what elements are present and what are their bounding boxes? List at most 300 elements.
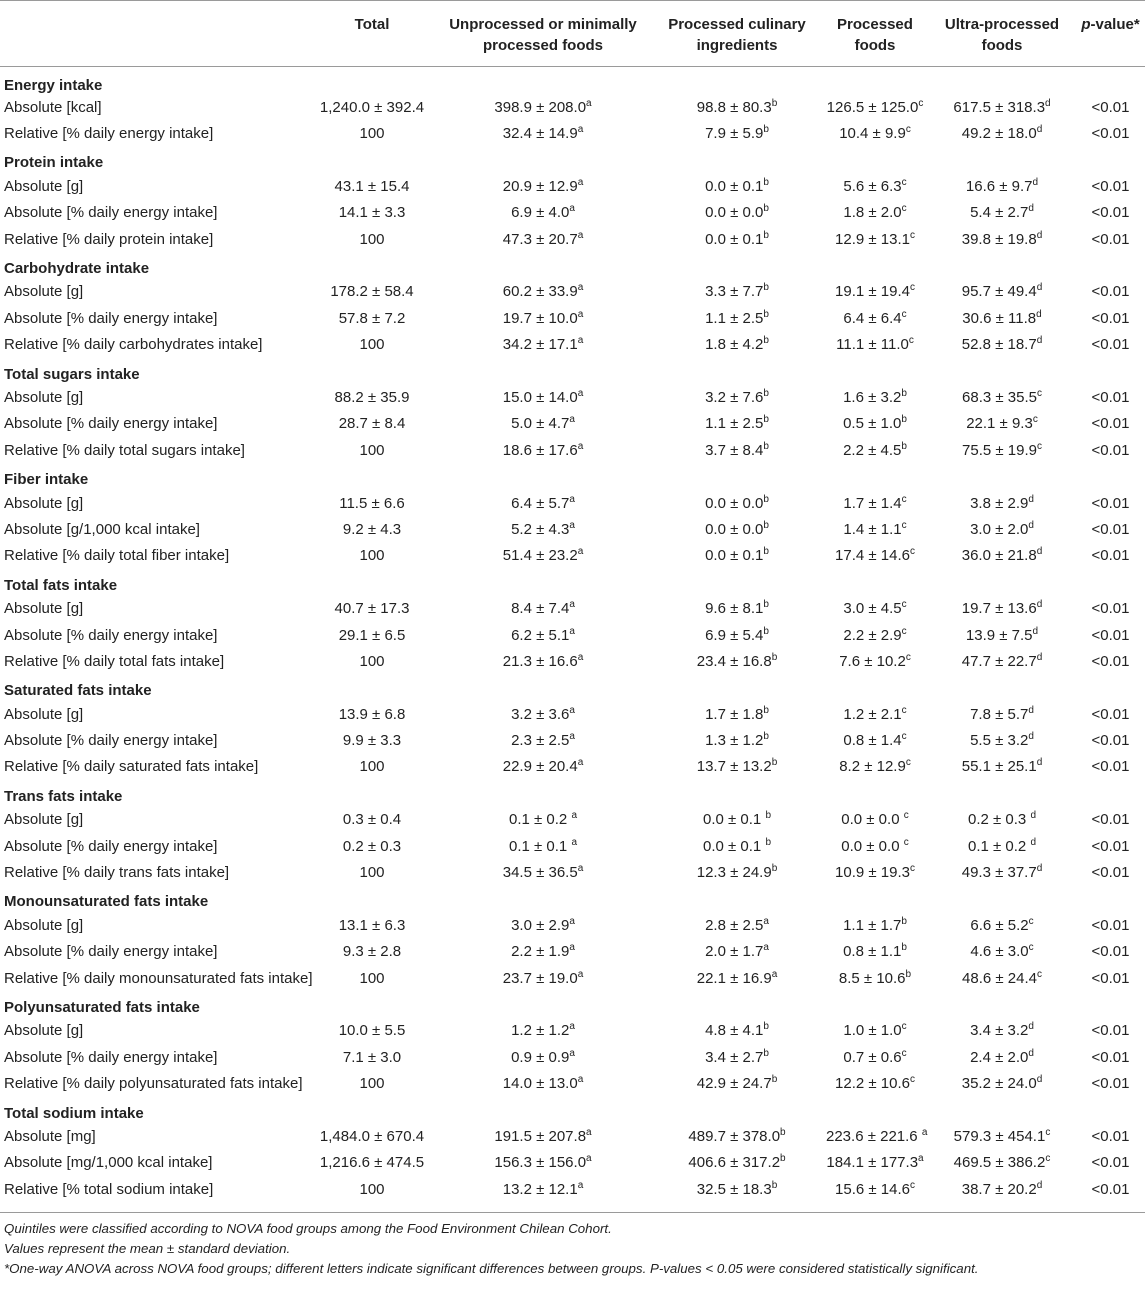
significance-letter: b bbox=[763, 124, 769, 136]
cell-value: 0.2 ± 0.3 bbox=[967, 811, 1031, 829]
significance-letter: c bbox=[909, 863, 915, 875]
cell-value: 1.1 ± 1.7 bbox=[843, 916, 902, 934]
significance-letter: c bbox=[909, 229, 915, 241]
table-row bbox=[0, 701, 1145, 727]
header-pvalue-rest: -value* bbox=[1090, 16, 1140, 33]
value-cell bbox=[652, 648, 822, 674]
cell-value: 3.0 ± 4.5 bbox=[843, 600, 902, 618]
cell-value: 22.1 ± 9.3 bbox=[966, 415, 1033, 433]
value-cell bbox=[434, 622, 652, 648]
value-cell bbox=[928, 807, 1076, 833]
value-cell bbox=[652, 807, 822, 833]
value-cell bbox=[434, 94, 652, 120]
value-cell bbox=[310, 595, 434, 621]
cell-value: 13.2 ± 12.1 bbox=[502, 1180, 578, 1198]
significance-letter: a bbox=[586, 97, 592, 109]
section-header-row bbox=[0, 780, 1145, 806]
section-title: Energy intake bbox=[4, 77, 103, 94]
value-cell bbox=[310, 384, 434, 410]
cell-value: 19.1 ± 19.4 bbox=[835, 283, 910, 301]
section-header-row bbox=[0, 252, 1145, 278]
row-label: Absolute [% daily energy intake] bbox=[4, 415, 218, 433]
cell-value: 398.9 ± 208.0 bbox=[494, 98, 587, 116]
value-cell bbox=[310, 859, 434, 885]
section-header-row bbox=[0, 991, 1145, 1017]
value-cell bbox=[822, 1044, 928, 1070]
significance-letter: d bbox=[1036, 1179, 1043, 1191]
value-cell bbox=[822, 200, 928, 226]
cell-value: 9.9 ± 3.3 bbox=[342, 732, 402, 750]
table-row bbox=[0, 437, 1145, 463]
significance-letter: c bbox=[901, 731, 907, 743]
cell-value: 21.3 ± 16.6 bbox=[502, 652, 578, 670]
cell-value: 5.2 ± 4.3 bbox=[511, 520, 570, 538]
cell-value: 469.5 ± 386.2 bbox=[953, 1154, 1046, 1172]
value-cell bbox=[434, 754, 652, 780]
footnote: Quintiles were classified according to NOVA food groups among the Food Environment Chilean Cohort. bbox=[4, 1221, 612, 1237]
cell-value: 3.2 ± 7.6 bbox=[705, 388, 764, 406]
value-cell bbox=[434, 1176, 652, 1202]
significance-letter: d bbox=[1028, 519, 1034, 531]
significance-letter: d bbox=[1036, 1074, 1043, 1086]
value-cell bbox=[928, 754, 1076, 780]
pvalue-cell: <0.01 bbox=[1091, 230, 1130, 248]
value-cell bbox=[652, 1070, 822, 1096]
value-cell bbox=[310, 1150, 434, 1176]
value-cell bbox=[310, 437, 434, 463]
significance-letter: d bbox=[1036, 124, 1043, 136]
significance-letter: a bbox=[577, 440, 584, 452]
pvalue-cell: <0.01 bbox=[1091, 652, 1130, 670]
value-cell bbox=[310, 1018, 434, 1044]
significance-letter: d bbox=[1028, 1021, 1034, 1033]
section-title: Carbohydrate intake bbox=[4, 260, 150, 278]
significance-letter: b bbox=[763, 282, 769, 294]
table-row bbox=[0, 384, 1145, 410]
cell-value: 100 bbox=[359, 336, 385, 354]
section-title: Saturated fats intake bbox=[4, 682, 152, 700]
value-cell bbox=[310, 1176, 434, 1202]
cell-value: 7.8 ± 5.7 bbox=[970, 705, 1029, 723]
value-cell bbox=[822, 912, 928, 938]
row-label: Relative [% daily saturated fats intake] bbox=[4, 758, 259, 776]
footnote: *One-way ANOVA across NOVA food groups; different letters indicate significant differences between groups. P-values < 0.05 were considered statistically significant. bbox=[4, 1261, 979, 1277]
row-label: Relative [% daily total fiber intake] bbox=[4, 547, 230, 565]
section-title: Monounsaturated fats intake bbox=[4, 893, 209, 911]
significance-letter: b bbox=[901, 915, 907, 927]
cell-value: 39.8 ± 19.8 bbox=[961, 230, 1037, 248]
pvalue-cell: <0.01 bbox=[1091, 1048, 1130, 1066]
value-cell bbox=[928, 648, 1076, 674]
significance-letter: a bbox=[569, 519, 575, 531]
value-cell bbox=[652, 912, 822, 938]
value-cell bbox=[652, 701, 822, 727]
cell-value: 2.2 ± 4.5 bbox=[843, 441, 902, 459]
cell-value: 3.4 ± 2.7 bbox=[705, 1048, 764, 1066]
value-cell bbox=[822, 226, 928, 252]
cell-value: 100 bbox=[359, 441, 385, 459]
cell-value: 10.4 ± 9.9 bbox=[839, 125, 906, 143]
value-cell bbox=[928, 332, 1076, 358]
cell-value: 0.0 ± 0.1 bbox=[702, 811, 766, 829]
value-cell bbox=[928, 173, 1076, 199]
significance-letter: b bbox=[763, 1047, 769, 1059]
value-cell bbox=[822, 94, 928, 120]
significance-letter: c bbox=[901, 308, 907, 320]
value-cell bbox=[310, 411, 434, 437]
cell-value: 75.5 ± 19.9 bbox=[962, 441, 1037, 459]
value-cell bbox=[928, 516, 1076, 542]
value-cell bbox=[928, 595, 1076, 621]
significance-letter: a bbox=[771, 968, 778, 980]
value-cell bbox=[822, 701, 928, 727]
value-cell bbox=[652, 965, 822, 991]
table-row bbox=[0, 516, 1145, 542]
cell-value: 8.2 ± 12.9 bbox=[839, 758, 906, 776]
row-label: Relative [% daily trans fats intake] bbox=[4, 864, 230, 882]
significance-letter: b bbox=[780, 1126, 786, 1138]
cell-value: 617.5 ± 318.3 bbox=[953, 98, 1046, 116]
cell-value: 489.7 ± 378.0 bbox=[688, 1127, 781, 1145]
significance-letter: b bbox=[771, 1074, 778, 1086]
cell-value: 0.8 ± 1.1 bbox=[843, 943, 902, 961]
significance-letter: d bbox=[1036, 546, 1043, 558]
cell-value: 223.6 ± 221.6 bbox=[826, 1127, 922, 1145]
cell-value: 1.1 ± 2.5 bbox=[705, 415, 764, 433]
value-cell bbox=[652, 1018, 822, 1044]
value-cell bbox=[652, 622, 822, 648]
cell-value: 18.6 ± 17.6 bbox=[502, 441, 578, 459]
significance-letter: d bbox=[1028, 731, 1034, 743]
significance-letter: b bbox=[763, 229, 769, 241]
cell-value: 11.5 ± 6.6 bbox=[339, 494, 405, 512]
significance-letter: c bbox=[901, 1047, 907, 1059]
cell-value: 0.1 ± 0.2 bbox=[967, 837, 1031, 855]
significance-letter: d bbox=[1036, 229, 1043, 241]
cell-value: 55.1 ± 25.1 bbox=[961, 758, 1037, 776]
row-label: Absolute [% daily energy intake] bbox=[4, 943, 218, 961]
row-label: Absolute [kcal] bbox=[4, 98, 102, 116]
value-cell bbox=[928, 701, 1076, 727]
value-cell bbox=[652, 384, 822, 410]
cell-value: 191.5 ± 207.8 bbox=[494, 1127, 587, 1145]
value-cell bbox=[822, 411, 928, 437]
value-cell bbox=[652, 173, 822, 199]
significance-letter: d bbox=[1030, 836, 1036, 848]
significance-letter: b bbox=[765, 810, 771, 822]
cell-value: 5.5 ± 3.2 bbox=[970, 732, 1029, 750]
value-cell bbox=[822, 305, 928, 331]
value-cell bbox=[310, 305, 434, 331]
cell-value: 6.9 ± 4.0 bbox=[511, 204, 570, 222]
significance-letter: d bbox=[1036, 599, 1043, 611]
cell-value: 579.3 ± 454.1 bbox=[953, 1127, 1046, 1145]
value-cell bbox=[310, 622, 434, 648]
pvalue-cell: <0.01 bbox=[1091, 283, 1130, 301]
significance-letter: d bbox=[1032, 176, 1039, 188]
significance-letter: c bbox=[1045, 1126, 1051, 1138]
value-cell bbox=[652, 411, 822, 437]
significance-letter: c bbox=[905, 124, 911, 136]
table-row bbox=[0, 305, 1145, 331]
value-cell bbox=[434, 727, 652, 753]
value-cell bbox=[310, 200, 434, 226]
table-row bbox=[0, 939, 1145, 965]
cell-value: 2.8 ± 2.5 bbox=[705, 916, 764, 934]
cell-value: 100 bbox=[359, 652, 385, 670]
table-row bbox=[0, 490, 1145, 516]
significance-letter: b bbox=[901, 440, 907, 452]
significance-letter: c bbox=[901, 704, 907, 716]
table-row bbox=[0, 200, 1145, 226]
row-label: Absolute [g] bbox=[4, 600, 84, 618]
value-cell bbox=[928, 200, 1076, 226]
value-cell bbox=[822, 437, 928, 463]
significance-letter: b bbox=[763, 519, 769, 531]
value-cell bbox=[928, 411, 1076, 437]
cell-value: 3.2 ± 3.6 bbox=[511, 705, 570, 723]
significance-letter: c bbox=[1036, 968, 1042, 980]
significance-letter: c bbox=[901, 599, 907, 611]
cell-value: 98.8 ± 80.3 bbox=[696, 98, 772, 116]
table-row bbox=[0, 1176, 1145, 1202]
value-cell bbox=[652, 833, 822, 859]
significance-letter: a bbox=[569, 203, 575, 215]
significance-letter: d bbox=[1028, 704, 1034, 716]
row-label: Absolute [g] bbox=[4, 388, 84, 406]
cell-value: 0.0 ± 0.0 bbox=[705, 204, 764, 222]
cell-value: 13.9 ± 6.8 bbox=[338, 705, 406, 723]
value-cell bbox=[822, 1070, 928, 1096]
significance-letter: b bbox=[771, 651, 778, 663]
cell-value: 100 bbox=[359, 969, 385, 987]
cell-value: 47.7 ± 22.7 bbox=[961, 652, 1037, 670]
cell-value: 0.0 ± 0.0 bbox=[705, 494, 764, 512]
row-label: Relative [% daily carbohydrates intake] bbox=[4, 336, 263, 354]
table-row bbox=[0, 595, 1145, 621]
value-cell bbox=[822, 595, 928, 621]
section-title: Total fats intake bbox=[4, 576, 118, 594]
significance-letter: c bbox=[1036, 440, 1042, 452]
value-cell bbox=[822, 754, 928, 780]
cell-value: 6.4 ± 6.4 bbox=[843, 309, 902, 327]
pvalue-cell: <0.01 bbox=[1091, 705, 1130, 723]
pvalue-cell: <0.01 bbox=[1091, 547, 1130, 565]
cell-value: 19.7 ± 10.0 bbox=[502, 309, 578, 327]
cell-value: 3.4 ± 3.2 bbox=[970, 1022, 1029, 1040]
value-cell bbox=[928, 1123, 1076, 1149]
cell-value: 23.7 ± 19.0 bbox=[502, 969, 578, 987]
pvalue-cell: <0.01 bbox=[1091, 916, 1130, 934]
cell-value: 13.7 ± 13.2 bbox=[696, 758, 772, 776]
cell-value: 0.0 ± 0.1 bbox=[705, 547, 764, 565]
value-cell bbox=[434, 965, 652, 991]
cell-value: 5.4 ± 2.7 bbox=[970, 204, 1029, 222]
pvalue-cell: <0.01 bbox=[1091, 177, 1130, 195]
cell-value: 100 bbox=[359, 1180, 385, 1198]
significance-letter: b bbox=[763, 308, 769, 320]
table-row bbox=[0, 1123, 1145, 1149]
cell-value: 17.4 ± 14.6 bbox=[835, 547, 910, 565]
cell-value: 100 bbox=[359, 864, 385, 882]
pvalue-cell: <0.01 bbox=[1091, 309, 1130, 327]
value-cell bbox=[652, 305, 822, 331]
row-label: Absolute [% daily energy intake] bbox=[4, 309, 218, 327]
header-total: Total bbox=[354, 16, 390, 33]
value-cell bbox=[434, 411, 652, 437]
cell-value: 3.8 ± 2.9 bbox=[970, 494, 1029, 512]
pvalue-cell: <0.01 bbox=[1091, 969, 1130, 987]
significance-letter: b bbox=[763, 203, 769, 215]
row-label: Relative [% daily total sugars intake] bbox=[4, 441, 245, 459]
cell-value: 0.1 ± 0.2 bbox=[508, 811, 572, 829]
cell-value: 3.7 ± 8.4 bbox=[705, 441, 764, 459]
section-title: Total sugars intake bbox=[4, 365, 140, 383]
value-cell bbox=[434, 807, 652, 833]
value-cell bbox=[434, 1150, 652, 1176]
significance-letter: d bbox=[1036, 757, 1043, 769]
significance-letter: c bbox=[918, 97, 924, 109]
cell-value: 51.4 ± 23.2 bbox=[502, 547, 578, 565]
significance-letter: c bbox=[903, 836, 909, 848]
cell-value: 15.6 ± 14.6 bbox=[835, 1180, 910, 1198]
value-cell bbox=[310, 754, 434, 780]
significance-letter: a bbox=[569, 942, 575, 954]
cell-value: 0.1 ± 0.1 bbox=[508, 837, 572, 855]
significance-letter: b bbox=[763, 493, 769, 505]
value-cell bbox=[652, 595, 822, 621]
cell-value: 4.8 ± 4.1 bbox=[705, 1022, 764, 1040]
cell-value: 6.4 ± 5.7 bbox=[511, 494, 570, 512]
value-cell bbox=[652, 939, 822, 965]
cell-value: 12.3 ± 24.9 bbox=[696, 864, 772, 882]
cell-value: 0.9 ± 0.9 bbox=[511, 1048, 570, 1066]
value-cell bbox=[310, 516, 434, 542]
row-label: Absolute [mg/1,000 kcal intake] bbox=[4, 1154, 213, 1172]
significance-letter: a bbox=[763, 942, 769, 954]
significance-letter: b bbox=[771, 1179, 778, 1191]
row-label: Absolute [g] bbox=[4, 494, 84, 512]
significance-letter: d bbox=[1028, 1047, 1034, 1059]
significance-letter: d bbox=[1036, 335, 1043, 347]
cell-value: 32.4 ± 14.9 bbox=[502, 125, 578, 143]
value-cell bbox=[928, 305, 1076, 331]
significance-letter: c bbox=[909, 282, 915, 294]
pvalue-cell: <0.01 bbox=[1091, 494, 1130, 512]
row-label: Relative [% daily total fats intake] bbox=[4, 652, 225, 670]
value-cell bbox=[928, 543, 1076, 569]
cell-value: 1.6 ± 3.2 bbox=[843, 388, 902, 406]
cell-value: 28.7 ± 8.4 bbox=[338, 415, 406, 433]
section-title: Trans fats intake bbox=[4, 787, 123, 805]
section-header-row bbox=[0, 569, 1145, 595]
value-cell bbox=[434, 1123, 652, 1149]
cell-value: 9.2 ± 4.3 bbox=[342, 520, 402, 538]
cell-value: 100 bbox=[359, 1075, 385, 1093]
value-cell bbox=[928, 859, 1076, 885]
cell-value: 16.6 ± 9.7 bbox=[965, 177, 1033, 195]
significance-letter: b bbox=[763, 335, 769, 347]
table-row bbox=[0, 833, 1145, 859]
table-row bbox=[0, 332, 1145, 358]
value-cell bbox=[652, 437, 822, 463]
significance-letter: c bbox=[1032, 414, 1038, 426]
cell-value: 1,484.0 ± 670.4 bbox=[319, 1127, 425, 1145]
section-title: Protein intake bbox=[4, 154, 104, 172]
significance-letter: c bbox=[901, 625, 907, 637]
cell-value: 42.9 ± 24.7 bbox=[696, 1075, 772, 1093]
cell-value: 52.8 ± 18.7 bbox=[961, 336, 1037, 354]
value-cell bbox=[822, 1018, 928, 1044]
row-label: Relative [% daily monounsaturated fats intake] bbox=[4, 969, 313, 987]
cell-value: 100 bbox=[359, 230, 385, 248]
significance-letter: a bbox=[571, 836, 577, 848]
significance-letter: b bbox=[901, 942, 907, 954]
cell-value: 20.9 ± 12.9 bbox=[502, 177, 578, 195]
value-cell bbox=[434, 200, 652, 226]
table-row bbox=[0, 648, 1145, 674]
value-cell bbox=[310, 1123, 434, 1149]
cell-value: 6.2 ± 5.1 bbox=[511, 626, 570, 644]
significance-letter: b bbox=[763, 414, 769, 426]
cell-value: 5.0 ± 4.7 bbox=[511, 415, 570, 433]
cell-value: 0.0 ± 0.0 bbox=[841, 811, 904, 829]
significance-letter: a bbox=[577, 124, 584, 136]
significance-letter: c bbox=[909, 1074, 915, 1086]
table-row bbox=[0, 226, 1145, 252]
significance-letter: b bbox=[763, 440, 769, 452]
section-header-row bbox=[0, 147, 1145, 173]
significance-letter: c bbox=[901, 1021, 907, 1033]
value-cell bbox=[652, 727, 822, 753]
table-row bbox=[0, 754, 1145, 780]
value-cell bbox=[822, 1123, 928, 1149]
value-cell bbox=[434, 226, 652, 252]
cell-value: 6.6 ± 5.2 bbox=[970, 916, 1029, 934]
row-label: Relative [% daily energy intake] bbox=[4, 125, 214, 143]
value-cell bbox=[652, 754, 822, 780]
cell-value: 29.1 ± 6.5 bbox=[338, 626, 406, 644]
cell-value: 1.0 ± 1.0 bbox=[843, 1022, 902, 1040]
significance-letter: c bbox=[901, 519, 907, 531]
value-cell bbox=[310, 1044, 434, 1070]
significance-letter: c bbox=[1028, 942, 1034, 954]
value-cell bbox=[822, 332, 928, 358]
significance-letter: d bbox=[1036, 282, 1043, 294]
value-cell bbox=[822, 543, 928, 569]
section-title: Polyunsaturated fats intake bbox=[4, 998, 200, 1016]
table-row bbox=[0, 411, 1145, 437]
cell-value: 126.5 ± 125.0 bbox=[826, 98, 919, 116]
significance-letter: a bbox=[569, 1021, 575, 1033]
pvalue-cell: <0.01 bbox=[1091, 336, 1130, 354]
significance-letter: a bbox=[918, 1153, 924, 1165]
cell-value: 68.3 ± 35.5 bbox=[962, 388, 1037, 406]
significance-letter: b bbox=[901, 414, 907, 426]
cell-value: 19.7 ± 13.6 bbox=[961, 600, 1037, 618]
value-cell bbox=[928, 226, 1076, 252]
significance-letter: a bbox=[577, 387, 584, 399]
cell-value: 12.9 ± 13.1 bbox=[835, 230, 910, 248]
significance-letter: a bbox=[577, 1179, 584, 1191]
value-cell bbox=[434, 437, 652, 463]
section-header-row bbox=[0, 1097, 1145, 1123]
section-header-row bbox=[0, 886, 1145, 912]
cell-value: 0.0 ± 0.1 bbox=[705, 230, 764, 248]
value-cell bbox=[310, 965, 434, 991]
cell-value: 23.4 ± 16.8 bbox=[696, 652, 772, 670]
row-label: Absolute [g] bbox=[4, 1022, 84, 1040]
